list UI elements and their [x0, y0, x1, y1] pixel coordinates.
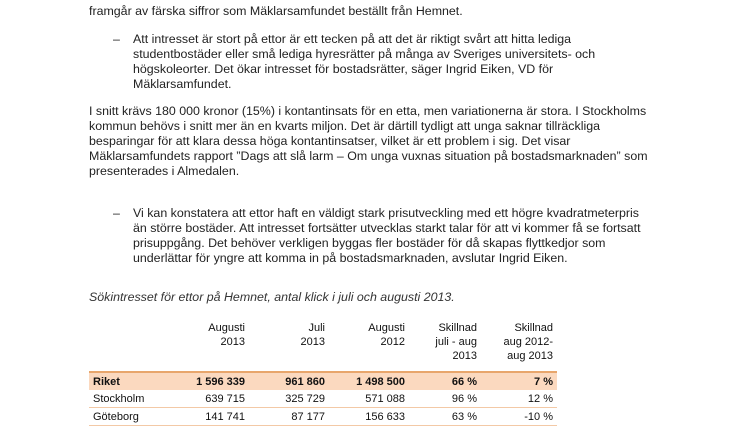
table-caption: Sökintresset för ettor på Hemnet, antal klick i juli och augusti 2013.	[89, 290, 455, 304]
bullet-text-line: Att intresset är stort på ettor är ett tecken på att det är riktigt svårt att hitta lediga	[133, 32, 572, 46]
bullet-text-line: Mäklarsamfundet.	[133, 77, 232, 91]
bullet-text-line: studentbostäder eller små lediga hyresrätter på många av Sveriges universitets- och	[133, 47, 596, 61]
cell-diff-jul-aug: 63 %	[409, 408, 481, 426]
cell-diff-yoy: 12 %	[481, 390, 557, 408]
row-label: Riket	[89, 372, 175, 390]
header-jul-2013	[249, 317, 329, 372]
cell-aug-2013: 1 596 339	[175, 372, 249, 390]
table-row-goteborg	[89, 408, 557, 426]
table-header-row	[89, 317, 557, 372]
header-aug-2012	[329, 317, 409, 372]
cell-aug-2012: 571 088	[329, 390, 409, 408]
header-diff-yoy	[481, 317, 557, 372]
header-line: aug 2012-	[503, 336, 553, 348]
header-line: Juli	[308, 322, 325, 334]
header-line: 2013	[300, 336, 325, 348]
bullet-dash: –	[113, 206, 120, 220]
bullet-dash: –	[113, 32, 120, 46]
bullet-text-line: högskoleorter. Det ökar intresset för bostadsrätter, säger Ingrid Eiken, VD för	[133, 62, 554, 76]
cell-diff-yoy: 7 %	[481, 372, 557, 390]
table-row-riket	[89, 372, 557, 390]
cell-aug-2012: 1 498 500	[329, 372, 409, 390]
intro-line: framgår av färska siffror som Mäklarsamfundet beställt från Hemnet.	[89, 4, 463, 18]
bullet-text-line: än större bostäder. Att intresset fortsätter utvecklas starkt talar för att vi kommer få se fortsatt	[133, 221, 641, 235]
row-label: Göteborg	[89, 408, 175, 426]
paragraph-line: Mäklarsamfundets rapport ”Dags att slå larm – Om unga vuxnas situation på bostadsmarknaden” som	[89, 149, 648, 163]
cell-jul-2013: 325 729	[249, 390, 329, 408]
cell-diff-jul-aug: 96 %	[409, 390, 481, 408]
header-line: 2013	[452, 350, 477, 362]
table-row-stockholm	[89, 390, 557, 408]
paragraph-line: presenterades i Almedalen.	[89, 164, 240, 178]
header-diff-jul-aug	[409, 317, 481, 372]
header-line: aug 2013	[507, 350, 553, 362]
row-label: Stockholm	[89, 390, 175, 408]
cell-aug-2013: 141 741	[175, 408, 249, 426]
cell-diff-yoy: -10 %	[481, 408, 557, 426]
header-line: 2013	[220, 336, 245, 348]
cell-jul-2013: 961 860	[249, 372, 329, 390]
paragraph-line: I snitt krävs 180 000 kronor (15%) i kontantinsats för en etta, men variationerna är stora. I Stockholms	[89, 104, 647, 118]
bullet-text-line: underlättar för yngre att komma in på bostadsmarknaden, avslutar Ingrid Eiken.	[133, 251, 568, 265]
bullet-text-line: Vi kan konstatera att ettor haft en väldigt stark prisutveckling med ett högre kvadratmeterpris	[133, 206, 639, 220]
cell-aug-2013: 639 715	[175, 390, 249, 408]
paragraph-line: besparingar för att klara dessa höga kontantinsatser, vilket är ett problem i sig. Det visar	[89, 134, 571, 148]
cell-aug-2012: 156 633	[329, 408, 409, 426]
header-line: Skillnad	[514, 322, 553, 334]
header-line: Skillnad	[438, 322, 477, 334]
header-line: juli - aug	[435, 336, 477, 348]
bullet-text-line: prisuppgång. Det behöver verkligen byggas fler bostäder för då skapas flyttkedjor som	[133, 236, 606, 250]
cell-diff-jul-aug: 66 %	[409, 372, 481, 390]
header-empty	[89, 317, 175, 372]
cell-jul-2013: 87 177	[249, 408, 329, 426]
header-aug-2013	[175, 317, 249, 372]
paragraph-line: kommun behövs i snitt mer än en kvarts miljon. Det är därtill tydligt att unga saknar tillräckliga	[89, 119, 600, 133]
header-line: Augusti	[208, 322, 245, 334]
header-line: Augusti	[368, 322, 405, 334]
statistics-table	[89, 317, 557, 426]
header-line: 2012	[380, 336, 405, 348]
